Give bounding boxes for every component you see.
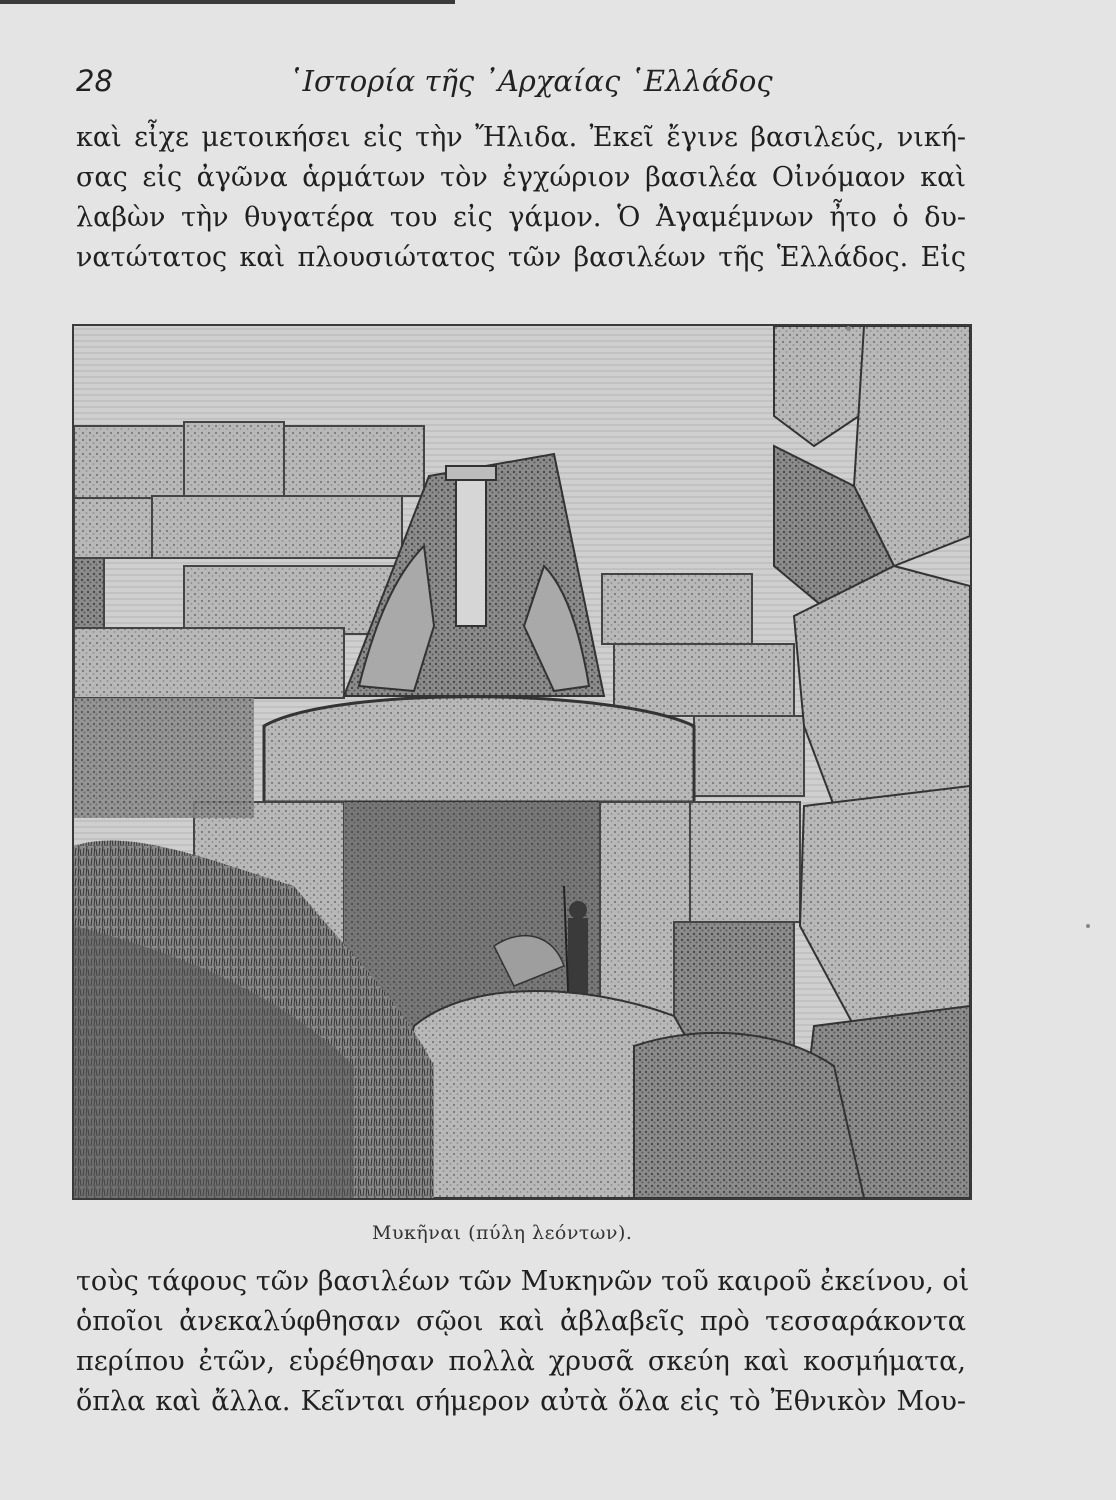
- figure-caption: Μυκῆναι (πύλη λεόντων).: [372, 1222, 633, 1244]
- page-number: 28: [76, 64, 113, 98]
- print-speck: [846, 326, 851, 331]
- text-line: καὶ εἶχε μετοικήσει εἰς τὴν Ἤλιδα. Ἐκεῖ ἔγινε βασιλεύς, νική-: [76, 122, 966, 153]
- text-line: ὅπλα καὶ ἄλλα. Κεῖνται σήμερον αὐτὰ ὅλα εἰς τὸ Ἐθνικὸν Μου-: [76, 1386, 966, 1417]
- text-line: τοὺς τάφους τῶν βασιλέων τῶν Μυκηνῶν τοῦ καιροῦ ἐκείνου, οἱ: [76, 1266, 970, 1297]
- engraving-picture: [74, 326, 970, 1198]
- top-edge-rule: [0, 0, 455, 4]
- text-line: νατώτατος καὶ πλουσιώτατος τῶν βασιλέων τῆς Ἑλλάδος. Εἰς: [76, 242, 966, 273]
- page-header: [76, 64, 956, 108]
- text-line: λαβὼν τὴν θυγατέρα του εἰς γάμον. Ὁ Ἀγαμέμνων ἦτο ὁ δυ-: [76, 202, 966, 233]
- text-line: περίπου ἐτῶν, εὑρέθησαν πολλὰ χρυσᾶ σκεύη καὶ κοσμήματα,: [76, 1346, 966, 1377]
- paragraph-top: [76, 118, 966, 278]
- text-line: σας εἰς ἀγῶνα ἁρμάτων τὸν ἐγχώριον βασιλέα Οἰνόμαον καὶ: [76, 162, 966, 193]
- print-speck: [1086, 924, 1090, 928]
- running-title: ῾Ιστορία τῆς ᾿Αρχαίας ῾Ελλάδος: [288, 64, 773, 98]
- text-line: ὁποῖοι ἀνεκαλύφθησαν σῷοι καὶ ἀβλαβεῖς πρὸ τεσσαράκοντα: [76, 1306, 966, 1337]
- paragraph-bottom: [76, 1262, 970, 1422]
- lion-gate-illustration: [72, 324, 972, 1200]
